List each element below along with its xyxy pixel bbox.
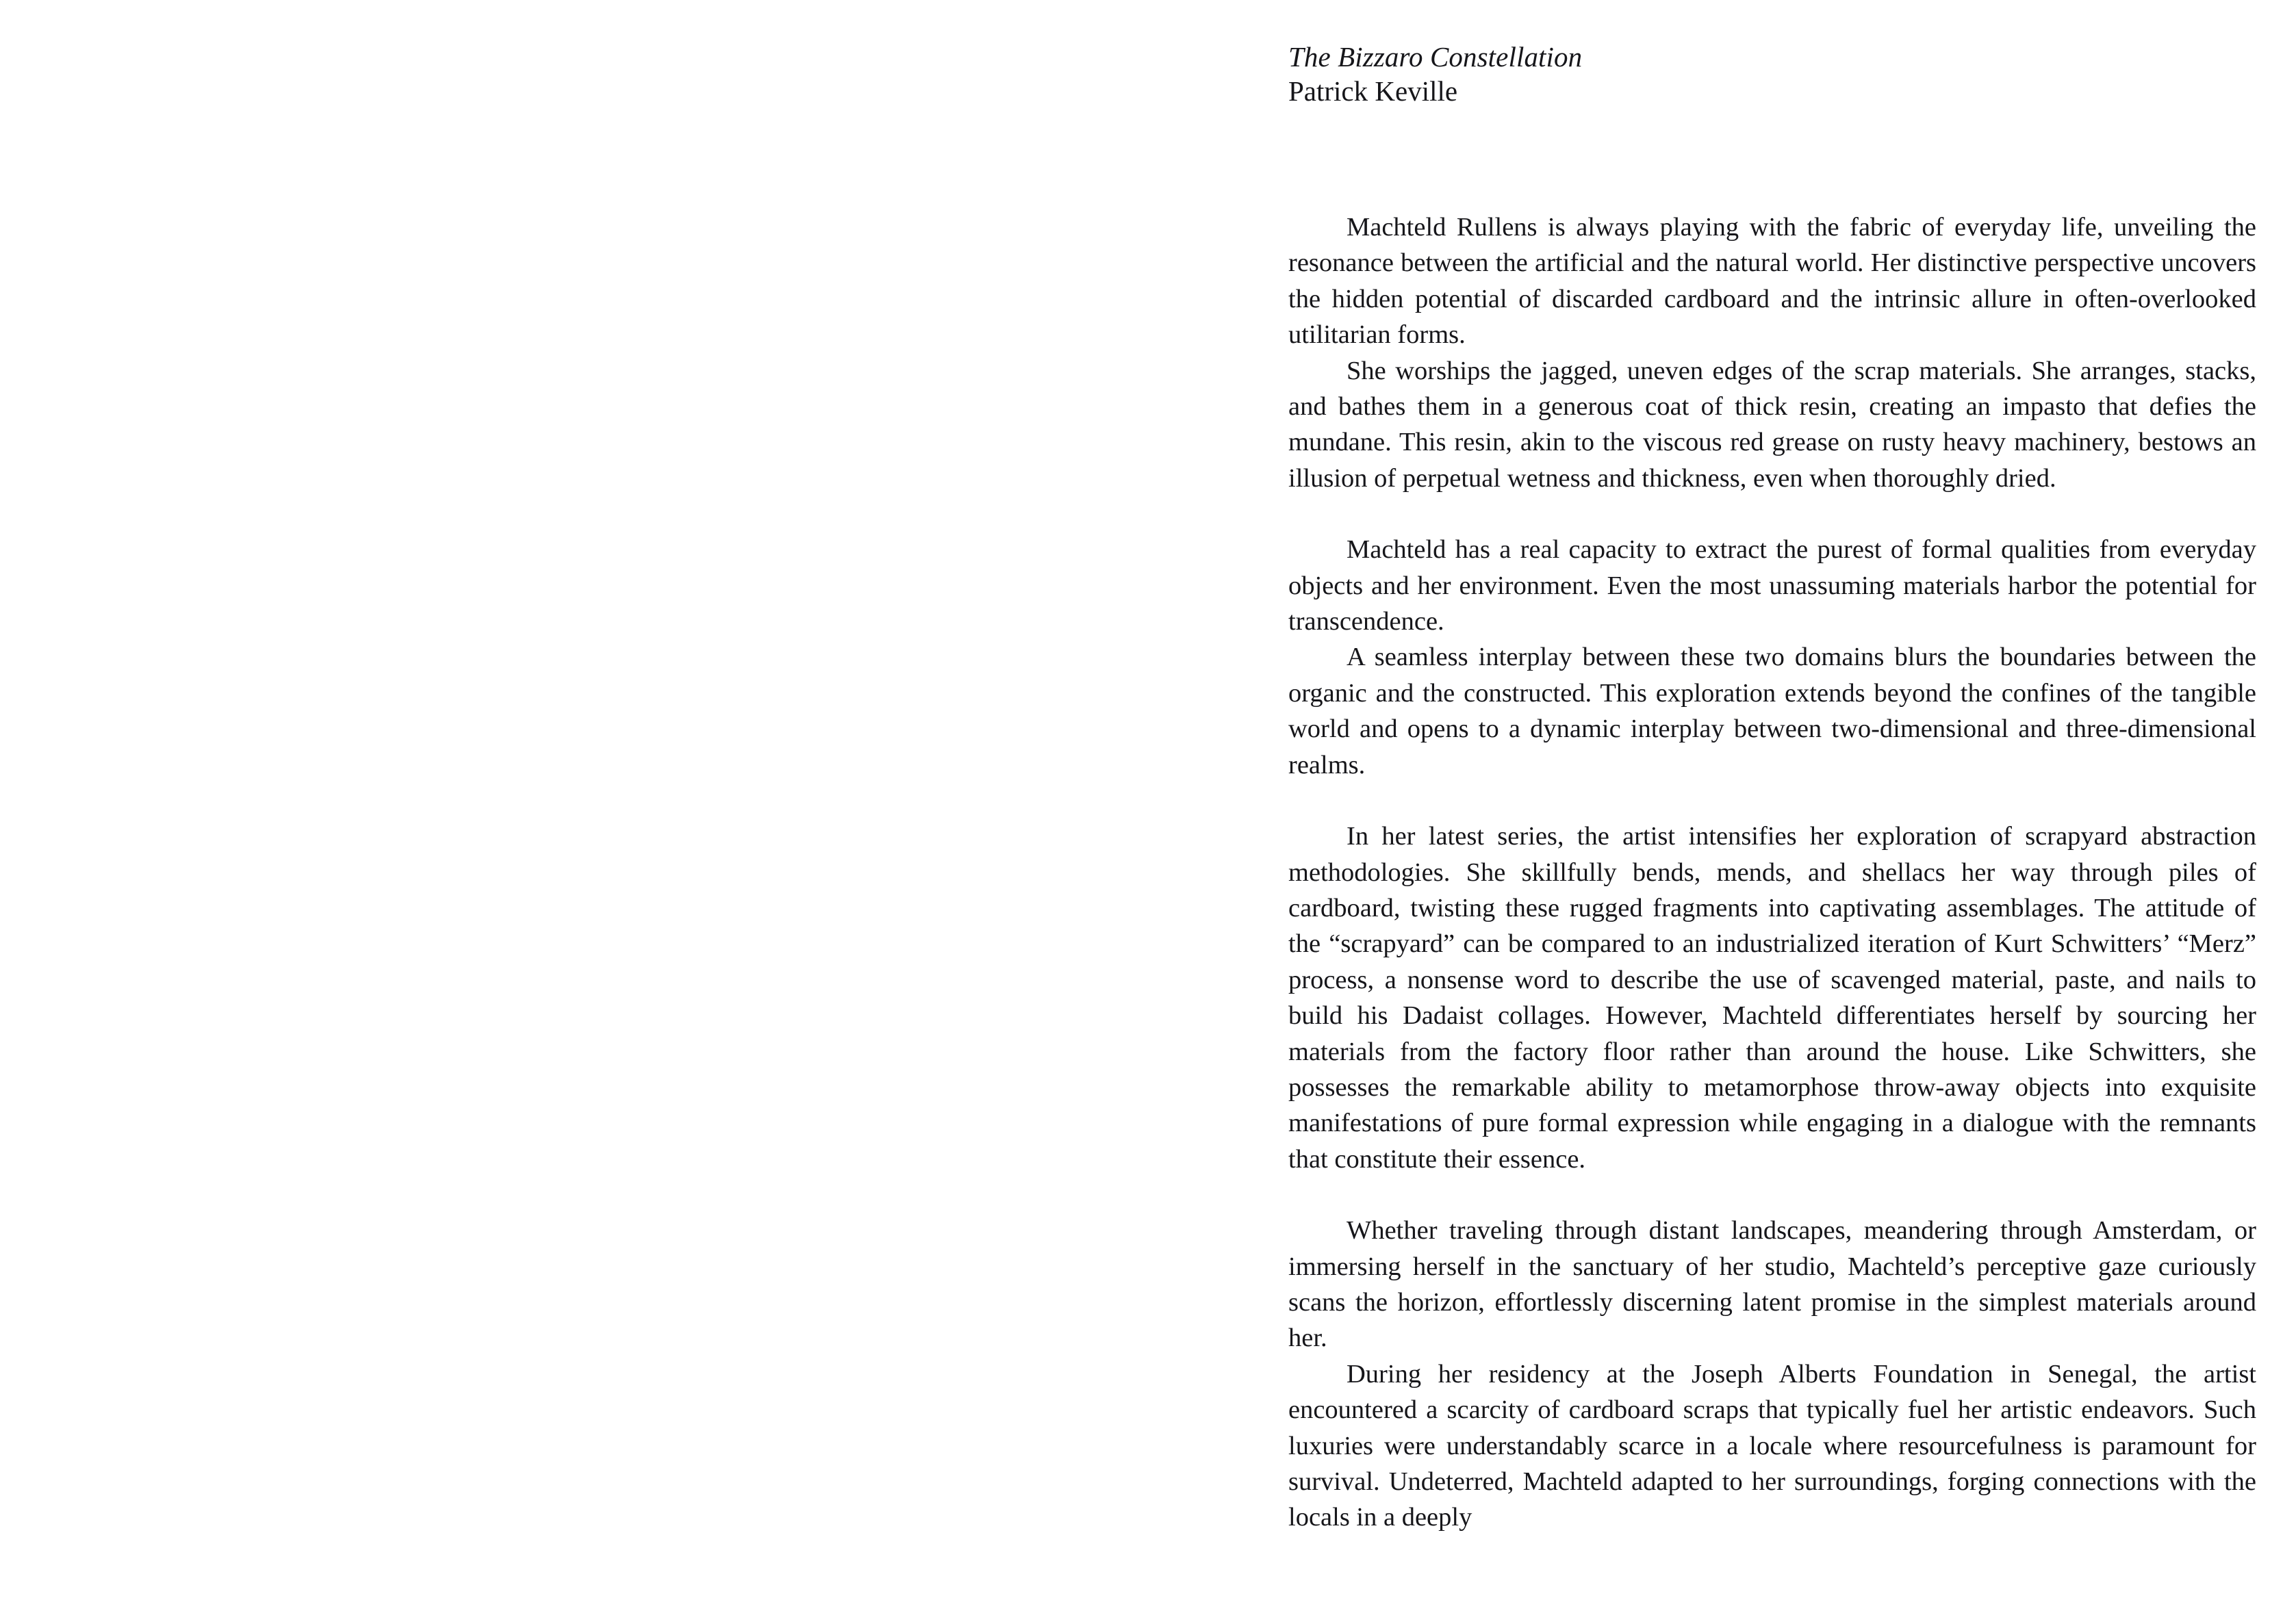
paragraph-5: In her latest series, the artist intensifies her exploration of scrapyard abstraction methodologies. She skillfully bends, mends, and shellacs her way through piles of cardboard, twisting these rugged fragments into captivating assemblages. The attitude of the “scrapyard” can be compared to an industrialized iteration of Kurt Schwitters’ “Merz” process, a nonsense word to describe the use of scavenged material, paste, and nails to build his Dadaist collages. However, Machteld differentiates herself by sourcing her materials from the factory floor rather than around the house. Like Schwitters, she possesses the remarkable ability to metamorphose throw-away objects into exquisite manifestations of pure formal expression while engaging in a dialogue with the remnants that constitute their essence. [1288, 822, 2256, 1174]
paragraph-3: Machteld has a real capacity to extract the purest of formal qualities from everyday objects and her environment. Even the most unassuming materials harbor the potential for transcendence. [1288, 535, 2256, 636]
document-author: Patrick Keville [1288, 75, 1458, 107]
document-header [1288, 40, 2178, 108]
body-text [1288, 209, 2256, 1536]
paragraph-4: A seamless interplay between these two domains blurs the boundaries between the organic and the constructed. This exploration extends beyond the confines of the tangible world and opens to a dynamic interplay between two-dimensional and three-dimensional realms. [1288, 643, 2256, 779]
document-title: The Bizzaro Constellation [1288, 41, 1583, 73]
paragraph-7: During her residency at the Joseph Alberts Foundation in Senegal, the artist encountered a scarcity of cardboard scraps that typically fuel her artistic endeavors. Such luxuries were understandably scarce in a locale where resourcefulness is paramount for survival. Undeterred, Machteld adapted to her surroundings, forging connections with the locals in a deeply [1288, 1359, 2256, 1532]
text-column [1228, 0, 2255, 1600]
paragraph-1: Machteld Rullens is always playing with the fabric of everyday life, unveiling the resonance between the artificial and the natural world. Her distinctive perspective uncovers the hidden potential of discarded cardboard and the intrinsic allure in often-overlooked utilitarian forms. [1288, 213, 2256, 350]
paragraph-2: She worships the jagged, uneven edges of the scrap materials. She arranges, stacks, and bathes them in a generous coat of thick resin, creating an impasto that defies the mundane. This resin, akin to the viscous red grease on rusty heavy machinery, bestows an illusion of perpetual wetness and thickness, even when thoroughly dried. [1288, 356, 2256, 493]
paragraph-6: Whether traveling through distant landscapes, meandering through Amsterdam, or immersing herself in the sanctuary of her studio, Machteld’s perceptive gaze curiously scans the horizon, effortlessly discerning latent promise in the simplest materials around her. [1288, 1216, 2256, 1353]
